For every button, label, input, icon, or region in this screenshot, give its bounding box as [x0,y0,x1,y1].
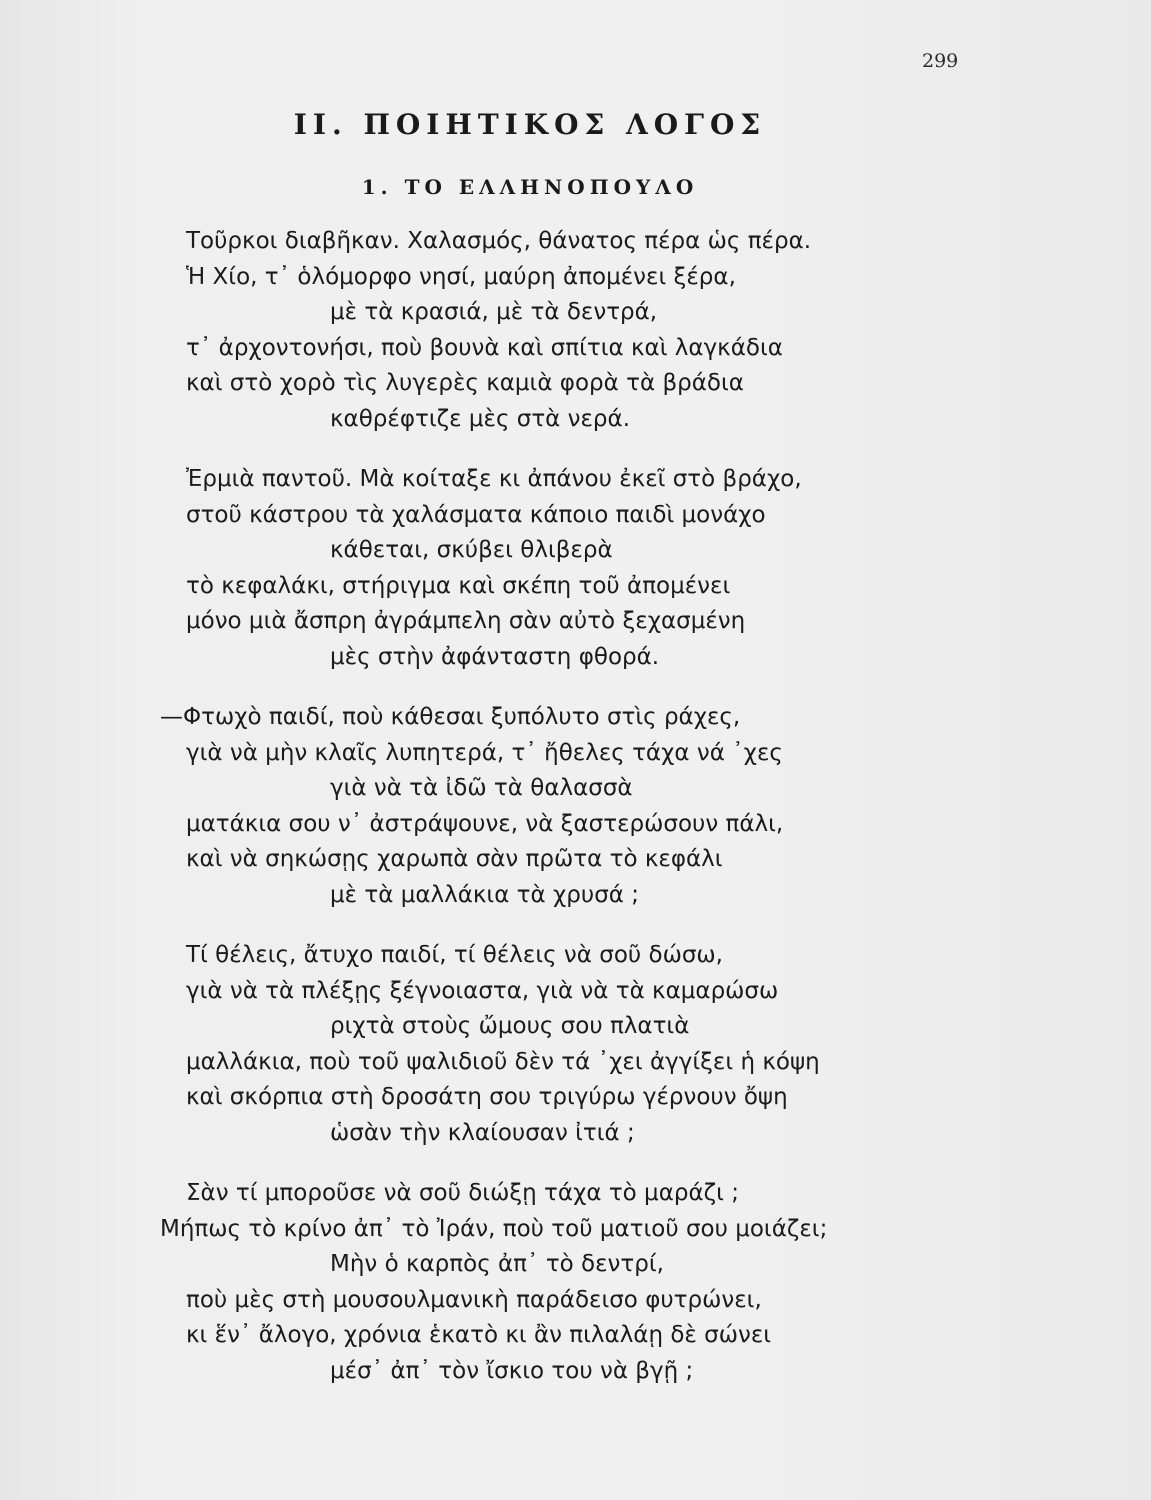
poem-line: ὡσὰν τὴν κλαίουσαν ἰτιά ; [330,1119,635,1146]
stanza [0,462,1151,675]
poem-line: Μήπως τὸ κρίνο ἀπ᾽ τὸ Ἰράν, ποὺ τοῦ ματιοῦ σου μοιάζει; [160,1215,828,1242]
poem-line: Ἡ Χίο, τ᾽ ὁλόμορφο νησί, μαύρη ἀπομένει ξέρα, [186,263,736,290]
poem-line: καὶ σκόρπια στὴ δροσάτη σου τριγύρω γέρνουν ὄψη [186,1084,788,1110]
poem-line: ριχτὰ στοὺς ὤμους σου πλατιὰ [330,1013,690,1039]
poem-line: μέσ᾽ ἀπ᾽ τὸν ἴσκιο του νὰ βγῇ ; [330,1357,694,1384]
stanza [0,1176,1151,1389]
poem-line: μὲς στὴν ἀφάνταστη φθορά. [330,643,660,670]
poem-line: καὶ νὰ σηκώσῃς χαρωπὰ σὰν πρῶτα τὸ κεφάλι [186,846,723,872]
stanza-gap [0,1151,1151,1176]
poem-line: κι ἕν᾽ ἄλογο, χρόνια ἑκατὸ κι ἂν πιλαλάῃ δὲ σώνει [186,1322,772,1348]
section-heading: ΙΙ. ΠΟΙΗΤΙΚΟΣ ΛΟΓΟΣ [293,108,767,141]
stanza [0,224,1151,437]
poem-title: 1. ΤΟ ΕΛΛΗΝΟΠΟΥΛΟ [361,175,699,199]
page-number: 299 [922,50,959,72]
poem-line: Τί θέλεις, ἄτυχο παιδί, τί θέλεις νὰ σοῦ δώσω, [186,942,723,968]
poem-line: Τοῦρκοι διαβῆκαν. Χαλασμός, θάνατος πέρα ὡς πέρα. [186,228,812,254]
stanza-gap [0,913,1151,938]
poem-line: γιὰ νὰ τὰ ἰδῶ τὰ θαλασσὰ [330,775,633,801]
stanza [0,700,1151,913]
poem-line: κάθεται, σκύβει θλιβερὰ [330,537,613,563]
poem-line: ματάκια σου ν᾽ ἀστράψουνε, νὰ ξαστερώσουν πάλι, [186,810,784,837]
poem-line: Σὰν τί μποροῦσε νὰ σοῦ διώξῃ τάχα τὸ μαράζι ; [186,1180,739,1206]
stanza-gap [0,437,1151,462]
poem-line: γιὰ νὰ τὰ πλέξῃς ξέγνοιαστα, γιὰ νὰ τὰ καμαρώσω [186,977,779,1004]
poem-line: ποὺ μὲς στὴ μουσουλμανικὴ παράδεισο φυτρώνει, [186,1286,762,1313]
stanza-gap [0,675,1151,700]
poem-line: μὲ τὰ κρασιά, μὲ τὰ δεντρά, [330,299,658,325]
poem-body [0,224,1151,1389]
poem-line: μαλλάκια, ποὺ τοῦ ψαλιδιοῦ δὲν τά ᾽χει ἀγγίξει ἡ κόψη [186,1048,820,1075]
poem-line: Ἐρμιὰ παντοῦ. Μὰ κοίταξε κι ἀπάνου ἐκεῖ στὸ βράχο, [186,466,802,492]
poem-line: Μὴν ὁ καρπὸς ἀπ᾽ τὸ δεντρί, [330,1251,664,1277]
poem-line: μὲ τὰ μαλλάκια τὰ χρυσά ; [330,881,639,908]
stanza [0,938,1151,1151]
poem-line: καθρέφτιζε μὲς στὰ νερά. [330,405,630,432]
poem-line: τὸ κεφαλάκι, στήριγμα καὶ σκέπη τοῦ ἀπομένει [186,572,731,599]
poem-line: μόνο μιὰ ἄσπρη ἀγράμπελη σὰν αὐτὸ ξεχασμένη [186,608,746,634]
poem-line: στοῦ κάστρου τὰ χαλάσματα κάποιο παιδὶ μονάχο [186,501,766,528]
poem-line: καὶ στὸ χορὸ τὶς λυγερὲς καμιὰ φορὰ τὰ βράδια [186,370,744,396]
poem-line: —Φτωχὸ παιδί, ποὺ κάθεσαι ξυπόλυτο στὶς ράχες, [160,704,741,730]
poem-line: γιὰ νὰ μὴν κλαῖς λυπητερά, τ᾽ ἤθελες τάχα νά ᾽χες [186,739,783,766]
poem-line: τ᾽ ἀρχοντονήσι, ποὺ βουνὰ καὶ σπίτια καὶ λαγκάδια [186,334,783,361]
